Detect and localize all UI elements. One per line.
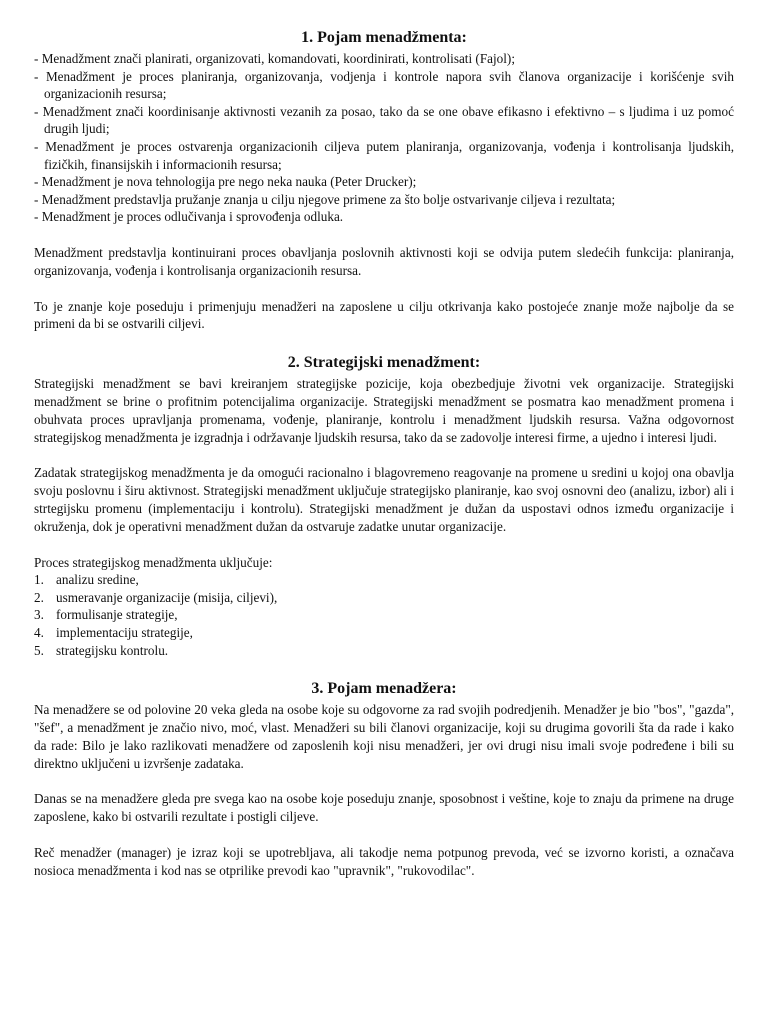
list-text: analizu sredine, bbox=[56, 572, 139, 588]
list-number: 3. bbox=[34, 607, 44, 623]
list-text: formulisanje strategije, bbox=[56, 607, 178, 623]
list-number: 4. bbox=[34, 625, 44, 641]
list-number: 5. bbox=[34, 642, 44, 658]
list-item: - Menadžment znači planirati, organizovati, komandovati, koordinirati, kontrolisati (Fajol); bbox=[34, 50, 734, 68]
paragraph: Zadatak strategijskog menadžmenta je da omogući racionalno i blagovremeno reagovanje na promene u sredini u kojoj ona obavlja svoju poslovnu i širu aktivnost. Strategijski menadžment uključuje strategijsko planiranje, kao svoj osnovni deo (analizu, izbor) ali i strtegijsku promenu (implementaciju i kontrolu). Strategijski menadžment je dužan da uspostavi odnos između organizacije i okruženja, dok je operativni menadžment dužan da ostvaruje zadatke unutar organizacije. bbox=[34, 465, 734, 534]
paragraph: Strategijski menadžment se bavi kreiranjem strategijske pozicije, koja obezbedjuje životni vek organizacije. Strategijski menadžment se brine o profitnim potencijalima organizacije. Strategijski menadžment se posmatra kao menadžment promena i obuhvata proces upravljanja promenama, vođenje, planiranje, kontrolu i menadžment ljudskih resursa. Važna odgovornost strategijskog menadžmenta je izgradnja i održavanje ljudskih resursa, tako da se zadovolje interesi firme, a ujedno i interesi ljudi. bbox=[34, 376, 734, 445]
list-item bbox=[34, 642, 734, 660]
list-item: - Menadžment predstavlja pružanje znanja u cilju njegove primene za što bolje ostvarivanje ciljeva i rezultata; bbox=[34, 191, 734, 209]
list-item bbox=[34, 589, 734, 607]
list-item: - Menadžment znači koordinisanje aktivnosti vezanih za posao, tako da se one obave efikasno i efektivno – s ljudima i uz pomoć drugih ljudi; bbox=[34, 103, 734, 138]
list-item: - Menadžment je proces planiranja, organizovanja, vodjenja i kontrole napora svih članova organizacije i korišćenje svih organizacionih resursa; bbox=[34, 68, 734, 103]
list-item: - Menadžment je proces odlučivanja i sprovođenja odluka. bbox=[34, 208, 734, 226]
list-intro: Proces strategijskog menadžmenta uključuje: bbox=[34, 554, 273, 570]
list-item bbox=[34, 571, 734, 589]
list-text: implementaciju strategije, bbox=[56, 625, 193, 641]
list-number: 1. bbox=[34, 572, 44, 588]
paragraph: Reč menadžer (manager) je izraz koji se upotrebljava, ali takodje nema potpunog prevoda, već se izvorno koristi, a označava nosioca menadžmenta i kod nas se otprilike prevodi kao "upravnik", "rukovodilac". bbox=[34, 845, 734, 878]
process-list bbox=[34, 571, 734, 659]
list-item: - Menadžment je nova tehnologija pre nego neka nauka (Peter Drucker); bbox=[34, 173, 734, 191]
list-item: - Menadžment je proces ostvarenja organizacionih ciljeva putem planiranja, organizovanja, vođenja i kontrolisanja ljudskih, fizičkih, finansijskih i informacionih resursa; bbox=[34, 138, 734, 173]
definitions-list bbox=[34, 50, 734, 226]
paragraph: To je znanje koje poseduju i primenjuju menadžeri na zaposlene u cilju otkrivanja kako postojeće znanje može najbolje da se primeni da bi se ostvarili ciljevi. bbox=[34, 298, 734, 332]
list-text: usmeravanje organizacije (misija, ciljevi), bbox=[56, 589, 278, 605]
paragraph: Danas se na menadžere gleda pre svega kao na osobe koje poseduju znanje, sposobnost i veštine, koje to znaju da primene na druge zaposlene, kako bi ostvarili rezultate i postigli ciljeve. bbox=[34, 791, 734, 825]
paragraph: Na menadžere se od polovine 20 veka gleda na osobe koje su odgovorne za rad svojih podredjenih. Menadžer je bio "bos", "gazda", "šef", a menadžment je značio nivo, moć, vlast. Menadžeri su bili članovi organizacije, koji su drugima govorili šta da rade i kako da rade: Bilo je lako razlikovati menadžere od zaposlenih koji nisu menadžeri, jer ovi drugi nisu imali svoje podređene i bili su direktno uključeni u izvršenje zadataka. bbox=[34, 702, 734, 771]
list-number: 2. bbox=[34, 589, 44, 605]
section-2-title: 2. Strategijski menadžment: bbox=[287, 354, 481, 372]
section-1-title: 1. Pojam menadžmenta: bbox=[301, 29, 467, 46]
list-item bbox=[34, 606, 734, 624]
paragraph: Menadžment predstavlja kontinuirani proces obavljanja poslovnih aktivnosti koji se odvija putem sledećih funkcija: planiranja, organizovanja, vođenja i kontrolisanja organizacionih resursa. bbox=[34, 244, 734, 278]
list-text: strategijsku kontrolu. bbox=[56, 642, 169, 658]
list-item bbox=[34, 624, 734, 642]
section-3-title: 3. Pojam menadžera: bbox=[311, 680, 457, 698]
